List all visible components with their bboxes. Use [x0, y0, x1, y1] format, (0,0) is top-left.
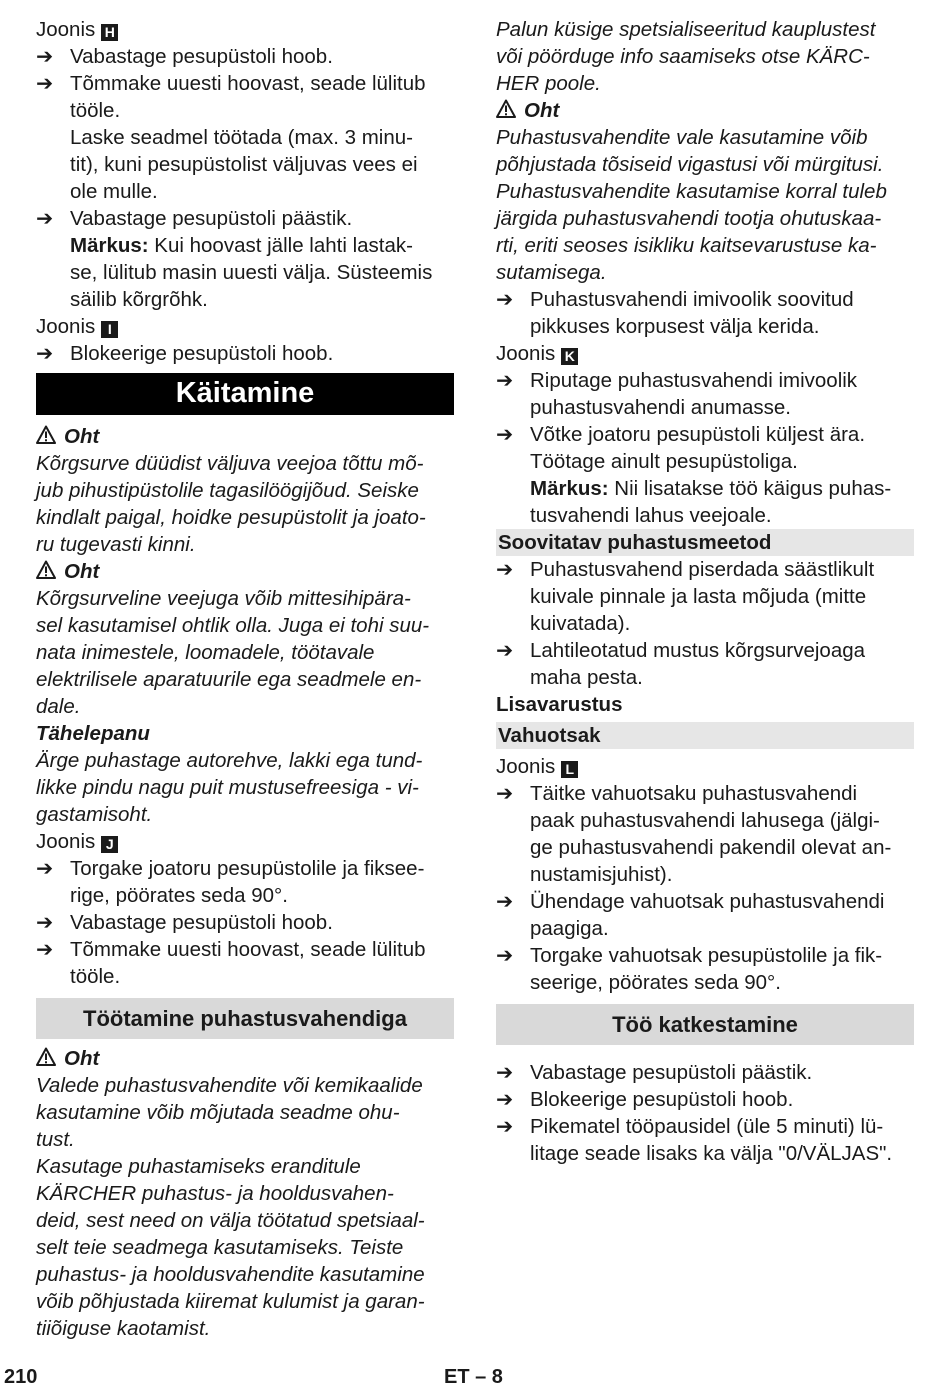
figure-ref-h [36, 16, 454, 43]
step-text: Vabastage pesupüstoli hoob. [70, 45, 333, 68]
info-text [496, 16, 914, 97]
info-line: või pöörduge info saamiseks otse KÄRC- [496, 45, 870, 68]
subheading-soovitatav: Soovitatav puhastusmeetod [496, 529, 914, 556]
page-number: 210 [4, 1366, 38, 1388]
arrow-icon: ➔ [496, 423, 514, 446]
caution-line: likke pindu nagu puit mustusefreesiga - vi- [36, 776, 419, 799]
figure-badge-j: J [101, 836, 118, 853]
instruction-step [36, 340, 454, 367]
step-text: pikkuses korpusest välja kerida. [530, 315, 820, 338]
warning-line: puhastus- ja hooldusvahendite kasutamine [36, 1263, 425, 1286]
instruction-step [496, 1113, 914, 1167]
step-text: Vabastage pesupüstoli päästik. [70, 207, 353, 230]
section-code: ET – 8 [444, 1366, 503, 1388]
arrow-icon: ➔ [36, 72, 54, 95]
warning-line: Kõrgsurveline veejuga võib mittesihipära- [36, 587, 411, 610]
subheading-lisavarustus: Lisavarustus [496, 693, 623, 716]
step-text: tit), kuni pesupüstolist väljuvas vees ei [70, 153, 418, 176]
figure-ref-l [496, 753, 914, 780]
figure-label: Joonis [36, 315, 96, 338]
warning-line: deid, sest need on välja töötatud spetsiaal- [36, 1209, 425, 1232]
step-text: Blokeerige pesupüstoli hoob. [530, 1088, 794, 1111]
step-text: Torgake joatoru pesupüstolile ja fiksee- [70, 857, 425, 880]
note-text: säilib kõrgrõhk. [70, 288, 208, 311]
instruction-step [36, 936, 454, 990]
note-label: Märkus: [70, 234, 149, 257]
warning-line: järgida puhastusvahendi tootja ohutuskaa- [496, 207, 882, 230]
instruction-step [36, 43, 454, 70]
instruction-step [36, 855, 454, 909]
warning-triangle-icon [36, 1047, 56, 1067]
instruction-step [496, 367, 914, 421]
step-text: Lahtileotatud mustus kõrgsurvejoaga [530, 639, 866, 662]
step-text: paagiga. [530, 917, 609, 940]
warning-triangle-icon [36, 425, 56, 445]
warning-line: tiiõiguse kaotamist. [36, 1317, 211, 1340]
figure-ref-i [36, 313, 454, 340]
step-text: litage seade lisaks ka välja "0/VÄLJAS". [530, 1142, 893, 1165]
step-text: tööle. [70, 965, 121, 988]
step-text: Torgake vahuotsak pesupüstolile ja fik- [530, 944, 883, 967]
step-text: ole mulle. [70, 180, 158, 203]
warning-line: elektrilisele aparatuurile ega seadmele en- [36, 668, 422, 691]
warning-line: KÄRCHER puhastus- ja hooldusvahen- [36, 1182, 394, 1205]
figure-badge-k: K [561, 348, 578, 365]
instruction-step [36, 909, 454, 936]
step-text: Riputage puhastusvahendi imivoolik [530, 369, 858, 392]
step-text: Pikematel tööpausidel (üle 5 minuti) lü- [530, 1115, 884, 1138]
figure-label: Joonis [496, 342, 556, 365]
instruction-step [36, 205, 454, 313]
arrow-icon: ➔ [36, 342, 54, 365]
arrow-icon: ➔ [496, 558, 514, 581]
instruction-step [496, 556, 914, 637]
arrow-icon: ➔ [496, 288, 514, 311]
instruction-step [36, 70, 454, 205]
arrow-icon: ➔ [496, 639, 514, 662]
figure-label: Joonis [496, 755, 556, 778]
warning-triangle-icon [496, 99, 516, 119]
instruction-step [496, 888, 914, 942]
note-text: Kui hoovast jälle lahti lastak- [148, 234, 413, 257]
step-text: Vabastage pesupüstoli hoob. [70, 911, 333, 934]
warning-line: nata inimestele, loomadele, töötavale [36, 641, 375, 664]
note-label: Märkus: [530, 477, 609, 500]
warning-line: tust. [36, 1128, 75, 1151]
step-text: Blokeerige pesupüstoli hoob. [70, 342, 334, 365]
warning-line: Kõrgsurve düüdist väljuva veejoa tõttu mõ- [36, 452, 424, 475]
instruction-step [496, 942, 914, 996]
warning-line: kindlalt paigal, hoidke pesupüstolit ja joato- [36, 506, 426, 529]
warning-label: Oht [524, 99, 560, 122]
subheading-vahuotsak: Vahuotsak [496, 722, 914, 749]
step-text: rige, pöörates seda 90°. [70, 884, 288, 907]
warning-line: ru tugevasti kinni. [36, 533, 196, 556]
warning-triangle-icon [36, 560, 56, 580]
note-text: se, lülitub masin uuesti välja. Süsteemis [70, 261, 433, 284]
section-heading-katkestamine: Töö katkestamine [496, 1004, 914, 1045]
step-text: kuivatada). [530, 612, 631, 635]
step-text: Võtke joatoru pesupüstoli küljest ära. [530, 423, 866, 446]
warning-text [36, 1072, 454, 1342]
arrow-icon: ➔ [496, 369, 514, 392]
step-text: seerige, pöörates seda 90°. [530, 971, 781, 994]
warning-heading [496, 97, 914, 124]
step-text: Tõmmake uuesti hoovast, seade lülitub [70, 72, 426, 95]
step-text: puhastusvahendi anumasse. [530, 396, 791, 419]
arrow-icon: ➔ [36, 911, 54, 934]
step-text: tööle. [70, 99, 121, 122]
step-text: Laske seadmel töötada (max. 3 minu- [70, 126, 413, 149]
warning-text [496, 124, 914, 286]
warning-line: dale. [36, 695, 81, 718]
warning-heading [36, 423, 454, 450]
warning-line: Valede puhastusvahendite või kemikaalide [36, 1074, 423, 1097]
instruction-step [496, 421, 914, 529]
arrow-icon: ➔ [496, 944, 514, 967]
step-text: Puhastusvahendi imivoolik soovitud [530, 288, 854, 311]
step-text: kuivale pinnale ja lasta mõjuda (mitte [530, 585, 867, 608]
warning-line: sel kasutamisel ohtlik olla. Juga ei tohi suu- [36, 614, 430, 637]
left-column [36, 16, 454, 1342]
figure-ref-j [36, 828, 454, 855]
arrow-icon: ➔ [496, 890, 514, 913]
figure-badge-i: I [101, 321, 118, 338]
info-line: HER poole. [496, 72, 601, 95]
right-column [496, 16, 914, 1167]
warning-line: Puhastusvahendite kasutamise korral tuleb [496, 180, 887, 203]
instruction-step [496, 1059, 914, 1086]
instruction-step [496, 286, 914, 340]
caution-line: gastamisoht. [36, 803, 153, 826]
step-text: Ühendage vahuotsak puhastusvahendi [530, 890, 885, 913]
figure-badge-l: L [561, 761, 578, 778]
warning-line: rti, eriti seoses isikliku kaitsevarustuse ka- [496, 234, 877, 257]
warning-label: Oht [64, 1047, 100, 1070]
step-text: ge puhastusvahendi pakendil olevat an- [530, 836, 892, 859]
instruction-step [496, 780, 914, 888]
instruction-step [496, 1086, 914, 1113]
note-text: tusvahendi lahus veejoale. [530, 504, 772, 527]
warning-heading [36, 558, 454, 585]
caution-text [36, 747, 454, 828]
figure-label: Joonis [36, 18, 96, 41]
step-text: maha pesta. [530, 666, 643, 689]
caution-line: Ärge puhastage autorehve, lakki ega tund- [36, 749, 423, 772]
warning-line: põhjustada tõsiseid vigastusi või mürgitusi. [496, 153, 884, 176]
warning-line: jub pihustipüstolile tagasilöögijõud. Seiske [36, 479, 419, 502]
warning-line: Puhastusvahendite vale kasutamine võib [496, 126, 868, 149]
step-text: Töötage ainult pesupüstoliga. [530, 450, 798, 473]
warning-heading [36, 1045, 454, 1072]
arrow-icon: ➔ [496, 1115, 514, 1138]
section-heading-tootamine: Töötamine puhastusvahendiga [36, 998, 454, 1039]
section-heading-kaitamine: Käitamine [36, 373, 454, 415]
warning-text [36, 450, 454, 558]
note [530, 475, 914, 502]
arrow-icon: ➔ [36, 938, 54, 961]
warning-line: võib põhjustada kiiremat kulumist ja garan- [36, 1290, 425, 1313]
figure-badge-h: H [101, 24, 118, 41]
warning-line: sutamisega. [496, 261, 607, 284]
arrow-icon: ➔ [496, 1088, 514, 1111]
figure-ref-k [496, 340, 914, 367]
arrow-icon: ➔ [36, 207, 54, 230]
arrow-icon: ➔ [36, 45, 54, 68]
step-text: Vabastage pesupüstoli päästik. [530, 1061, 813, 1084]
arrow-icon: ➔ [496, 782, 514, 805]
note [70, 232, 454, 259]
step-text: nustamisjuhist). [530, 863, 673, 886]
arrow-icon: ➔ [36, 857, 54, 880]
warning-line: selt teie seadmega kasutamiseks. Teiste [36, 1236, 404, 1259]
step-text: paak puhastusvahendi lahusega (jälgi- [530, 809, 880, 832]
info-line: Palun küsige spetsialiseeritud kauplustest [496, 18, 876, 41]
warning-label: Oht [64, 560, 100, 583]
step-text: Tõmmake uuesti hoovast, seade lülitub [70, 938, 426, 961]
caution-heading: Tähelepanu [36, 722, 150, 745]
step-text: Puhastusvahend piserdada säästlikult [530, 558, 875, 581]
instruction-step [496, 637, 914, 691]
note-text: Nii lisatakse töö käigus puhas- [608, 477, 892, 500]
arrow-icon: ➔ [496, 1061, 514, 1084]
warning-label: Oht [64, 425, 100, 448]
warning-line: kasutamine võib mõjutada seadme ohu- [36, 1101, 400, 1124]
warning-text [36, 585, 454, 720]
figure-label: Joonis [36, 830, 96, 853]
warning-line: Kasutage puhastamiseks eranditule [36, 1155, 361, 1178]
step-text: Täitke vahuotsaku puhastusvahendi [530, 782, 858, 805]
